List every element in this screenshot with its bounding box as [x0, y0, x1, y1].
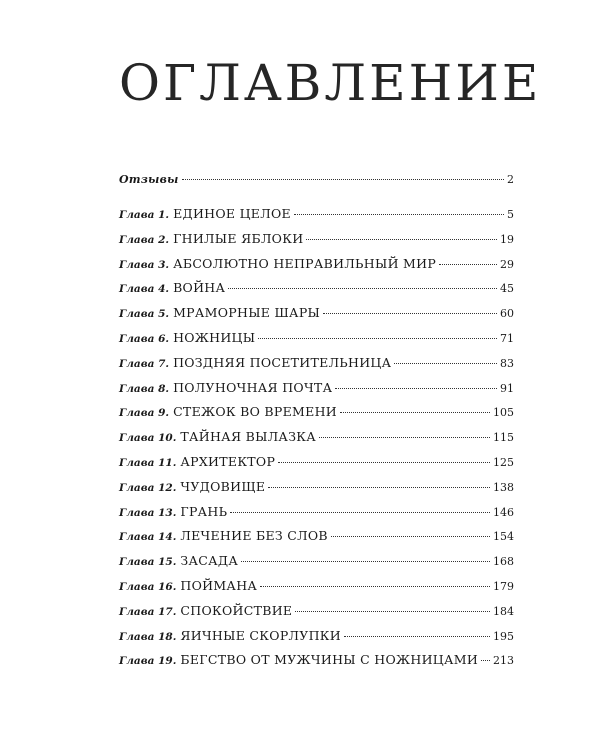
toc-entry-label: АРХИТЕКТОР: [180, 453, 276, 469]
toc-entry-page: 91: [500, 381, 514, 395]
toc-entry[interactable]: [119, 404, 514, 423]
table-of-contents: [119, 172, 514, 677]
toc-entry[interactable]: [119, 355, 514, 374]
chapter-prefix: Глава 10.: [119, 432, 177, 445]
toc-entry-page: 45: [500, 282, 514, 296]
toc-entry-label: МРАМОРНЫЕ ШАРЫ: [173, 305, 321, 321]
toc-entry[interactable]: [119, 330, 514, 349]
toc-entry-page: 83: [500, 356, 514, 370]
chapter-prefix: Глава 11.: [119, 456, 177, 469]
toc-entry-page: 60: [500, 307, 514, 321]
toc-entry[interactable]: [119, 429, 514, 448]
dot-leader: [258, 328, 497, 339]
toc-entry-page: 19: [500, 232, 514, 246]
chapter-prefix: Глава 12.: [119, 481, 177, 494]
toc-entry-label: ГРАНЬ: [180, 503, 228, 519]
chapter-prefix: Глава 7.: [119, 357, 170, 370]
chapter-prefix: Глава 14.: [119, 531, 177, 544]
toc-entry[interactable]: [119, 652, 514, 671]
toc-entry-page: 179: [493, 579, 514, 593]
toc-entry-label: ЗАСАДА: [180, 553, 239, 569]
chapter-prefix: Глава 13.: [119, 506, 177, 519]
dot-leader: [439, 254, 497, 265]
toc-entry-label: АБСОЛЮТНО НЕПРАВИЛЬНЫЙ МИР: [173, 255, 437, 271]
toc-entry[interactable]: [119, 479, 514, 498]
toc-entry-label: СПОКОЙСТВИЕ: [180, 602, 293, 618]
dot-leader: [278, 452, 490, 463]
dot-leader: [182, 169, 504, 180]
toc-entry[interactable]: [119, 231, 514, 250]
dot-leader: [335, 378, 497, 389]
toc-entry-label: БЕГСТВО ОТ МУЖЧИНЫ С НОЖНИЦАМИ: [180, 652, 479, 668]
toc-entry-page: 146: [493, 505, 514, 519]
dot-leader: [268, 477, 490, 488]
toc-entry-page: 154: [493, 530, 514, 544]
toc-entry-page: 184: [493, 604, 514, 618]
toc-entry-label: СТЕЖОК ВО ВРЕМЕНИ: [173, 404, 337, 420]
dot-leader: [394, 353, 497, 364]
toc-entry[interactable]: [119, 454, 514, 473]
toc-entry[interactable]: [119, 528, 514, 547]
toc-entry-page: 5: [507, 208, 514, 221]
toc-entry[interactable]: [119, 380, 514, 399]
toc-entry-page: 138: [493, 480, 514, 494]
toc-entry-label: ПОЙМАНА: [180, 577, 258, 593]
toc-entry-label: НОЖНИЦЫ: [173, 329, 256, 345]
chapter-prefix: Глава 5.: [119, 308, 170, 321]
toc-entry-page: 71: [500, 331, 514, 345]
chapter-prefix: Глава 1.: [119, 209, 170, 221]
dot-leader: [295, 601, 490, 612]
toc-entry-page: 115: [493, 431, 514, 445]
toc-entry[interactable]: [119, 553, 514, 572]
toc-entry[interactable]: [119, 504, 514, 523]
toc-entry[interactable]: [119, 603, 514, 622]
dot-leader: [340, 402, 490, 413]
chapter-prefix: Глава 6.: [119, 332, 170, 345]
chapter-prefix: Глава 8.: [119, 382, 170, 395]
toc-entry-page: 105: [493, 406, 514, 420]
chapter-prefix: Глава 18.: [119, 630, 177, 643]
toc-entry-label: ТАЙНАЯ ВЫЛАЗКА: [180, 429, 317, 445]
chapter-prefix: Глава 4.: [119, 283, 170, 296]
page-title: ОГЛАВЛЕНИЕ: [119, 54, 542, 112]
toc-entry-label: ЧУДОВИЩЕ: [180, 478, 266, 494]
chapter-prefix: Глава 2.: [119, 233, 170, 246]
dot-leader: [331, 526, 490, 537]
dot-leader: [319, 427, 490, 438]
toc-entry-label: ЯИЧНЫЕ СКОРЛУПКИ: [180, 627, 341, 643]
toc-entry-label: ЛЕЧЕНИЕ БЕЗ СЛОВ: [180, 528, 328, 544]
toc-entry-page: 213: [493, 654, 514, 668]
toc-entry[interactable]: [119, 578, 514, 597]
dot-leader: [260, 576, 490, 587]
chapter-prefix: Глава 19.: [119, 655, 177, 668]
toc-entry[interactable]: [119, 256, 514, 275]
toc-entry-label: ВОЙНА: [173, 280, 226, 296]
chapter-prefix: Глава 16.: [119, 580, 177, 593]
chapter-prefix: Глава 17.: [119, 605, 177, 618]
dot-leader: [306, 229, 497, 240]
toc-entry-label: Отзывы: [119, 173, 179, 186]
toc-entry[interactable]: [119, 172, 514, 191]
toc-entry[interactable]: [119, 206, 514, 225]
dot-leader: [323, 303, 497, 314]
toc-entry-page: 168: [493, 555, 514, 569]
toc-entry-label: ГНИЛЫЕ ЯБЛОКИ: [173, 230, 304, 246]
dot-leader: [294, 204, 504, 215]
dot-leader: [230, 502, 490, 513]
toc-entry-label: ПОЗДНЯЯ ПОСЕТИТЕЛЬНИЦА: [173, 354, 392, 370]
toc-entry-page: 195: [493, 629, 514, 643]
dot-leader: [241, 551, 490, 562]
toc-entry[interactable]: [119, 628, 514, 647]
toc-entry-page: 29: [500, 257, 514, 271]
chapter-prefix: Глава 9.: [119, 407, 170, 420]
toc-entry-label: ЕДИНОЕ ЦЕЛОЕ: [173, 206, 291, 221]
dot-leader: [481, 650, 490, 661]
toc-entry-page: 2: [507, 173, 514, 186]
dot-leader: [228, 278, 497, 289]
chapter-prefix: Глава 15.: [119, 556, 177, 569]
toc-entry-page: 125: [493, 455, 514, 469]
toc-entry[interactable]: [119, 280, 514, 299]
toc-entry[interactable]: [119, 305, 514, 324]
toc-entry-label: ПОЛУНОЧНАЯ ПОЧТА: [173, 379, 333, 395]
dot-leader: [344, 626, 490, 637]
chapter-prefix: Глава 3.: [119, 258, 170, 271]
